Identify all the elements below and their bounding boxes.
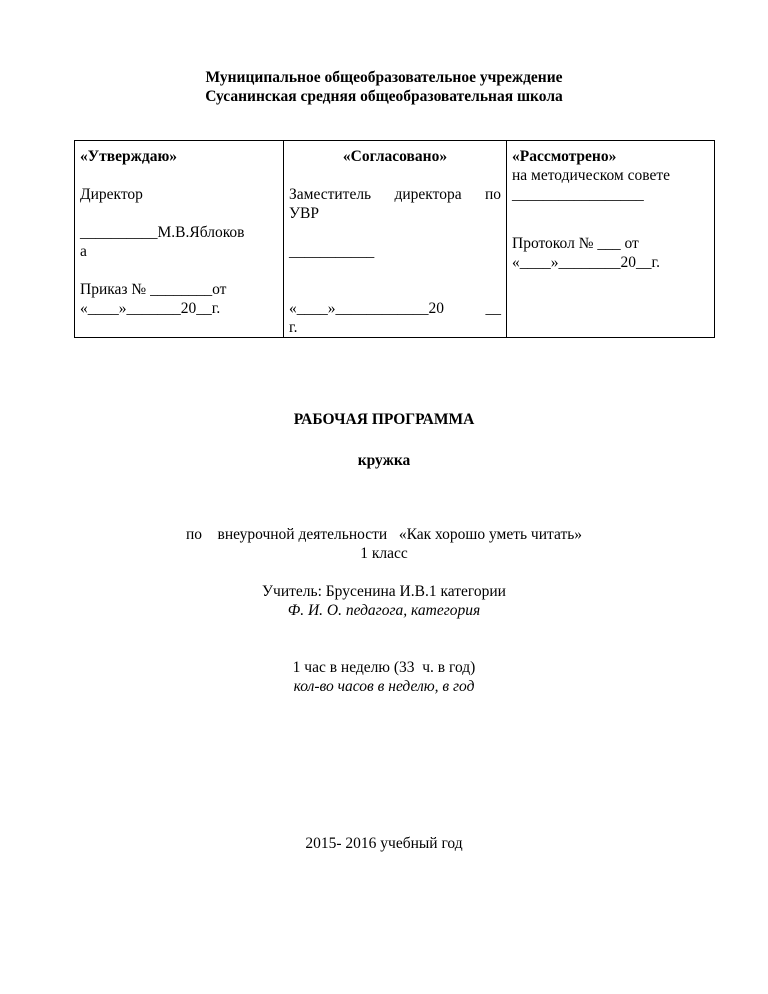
director-signature-wrap: а (80, 243, 87, 260)
review-line1: на методическом совете (512, 167, 671, 184)
protocol-line1: Протокол № ___ от (512, 235, 639, 252)
agree-cell (284, 141, 507, 338)
approve-heading: «Утверждаю» (80, 148, 178, 165)
school-name-line1: Муниципальное общеобразовательное учреждение (205, 69, 563, 86)
order-line2: «____»_______20__г. (80, 300, 221, 317)
school-name-line2: Сусанинская средняя общеобразовательная школа (205, 88, 563, 105)
review-heading: «Рассмотрено» (512, 148, 617, 165)
teacher-caption: Ф. И. О. педагога, категория (287, 602, 481, 619)
deputy-role-line2: УВР (289, 205, 319, 222)
approval-table (74, 140, 715, 338)
order-line1: Приказ № ________от (80, 281, 227, 298)
deputy-date-line2: г. (289, 319, 298, 336)
document-title: РАБОЧАЯ ПРОГРАММА (293, 411, 475, 428)
program-grade: 1 класс (360, 545, 408, 562)
document-subtitle: кружка (357, 452, 411, 469)
teacher-line: Учитель: Брусенина И.В.1 категории (262, 583, 506, 600)
hours-caption: кол-во часов в неделю, в год (293, 678, 475, 695)
review-cell (507, 141, 715, 338)
deputy-signature-line: ___________ (289, 243, 375, 260)
agree-heading: «Согласовано» (342, 148, 448, 165)
protocol-line2: «____»________20__г. (512, 254, 660, 271)
director-role: Директор (80, 186, 143, 203)
deputy-date-line1: «____»____________20 __ (289, 300, 501, 317)
approve-cell (75, 141, 284, 338)
program-topic: по внеурочной деятельности «Как хорошо уметь читать» (185, 526, 583, 543)
hours-line: 1 час в неделю (33 ч. в год) (292, 659, 476, 676)
academic-year: 2015- 2016 учебный год (305, 835, 463, 852)
director-signature-line: __________М.В.Яблоков (80, 224, 245, 241)
review-line2: _________________ (512, 186, 644, 203)
deputy-role-line1: Заместитель директора по (289, 186, 501, 203)
